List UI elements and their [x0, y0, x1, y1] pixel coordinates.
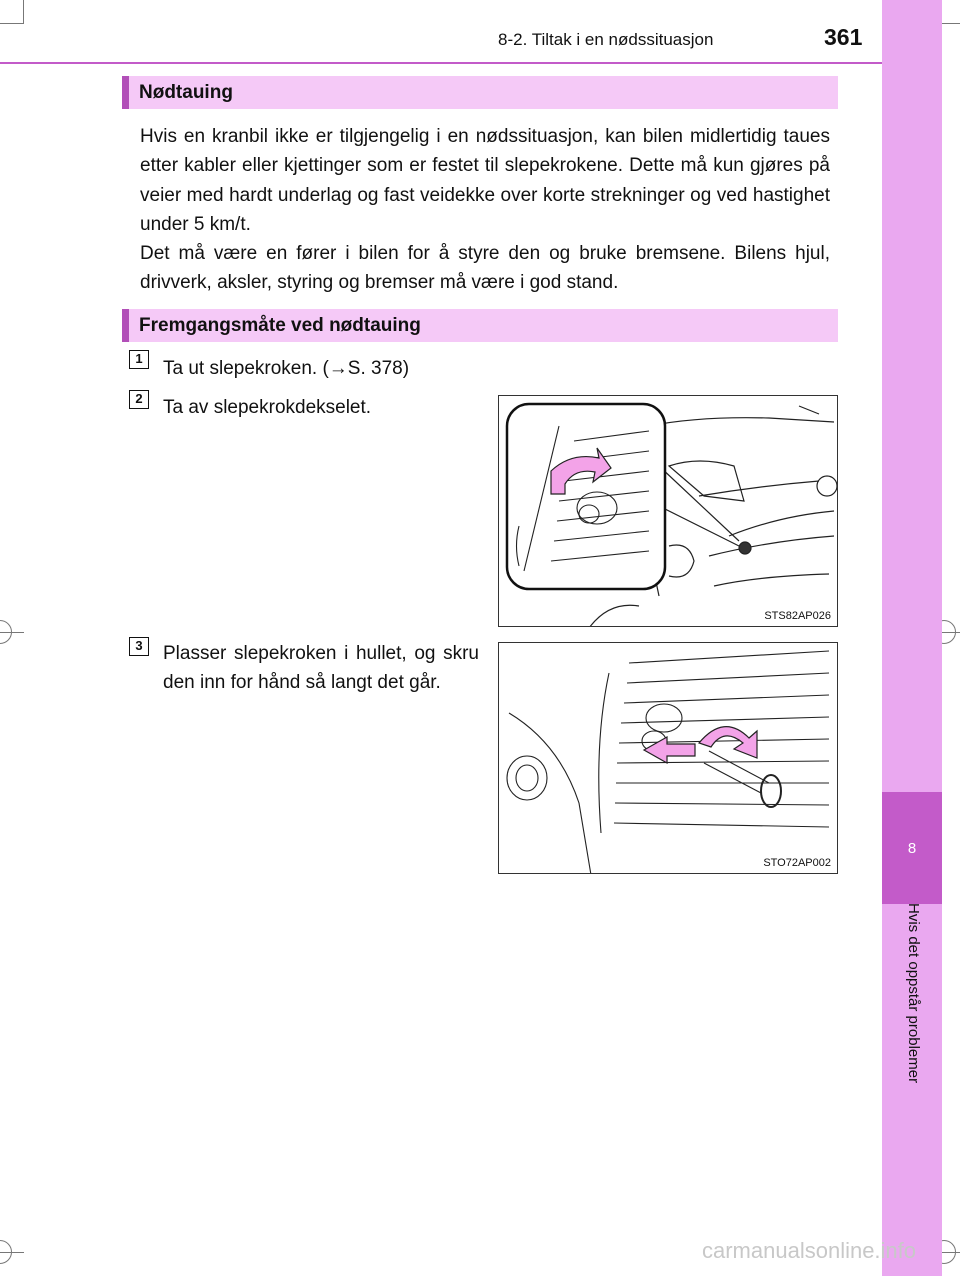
figure-code: STS82AP026 — [764, 610, 831, 622]
step-number-3: 3 — [129, 637, 149, 656]
bumper-cover-illustration — [499, 396, 838, 627]
section-heading-emergency-towing — [122, 76, 838, 109]
step-1-text: Ta ut slepekroken. (→S. 378) — [163, 358, 410, 379]
section-heading-label: Fremgangsmåte ved nødtauing — [139, 315, 421, 336]
watermark: carmanualsonline.info — [702, 1238, 917, 1263]
header-rule — [0, 62, 882, 64]
chapter-number: 8 — [907, 840, 917, 857]
step-3-text: Plasser slepekroken i hullet, og skru den inn for hånd så langt det går. — [163, 643, 479, 694]
chapter-title: Hvis det oppstår problemer — [905, 903, 922, 1084]
step-2-text: Ta av slepekrokdekselet. — [163, 397, 372, 418]
section-heading-label: Nødtauing — [139, 82, 233, 103]
figure-code: STO72AP002 — [763, 857, 831, 869]
section-heading-procedure — [122, 309, 838, 342]
intro-paragraph: Hvis en kranbil ikke er tilgjengelig i en nødssituasjon, kan bilen midlertidig taues etter kabler eller kjettinger som er festet til slepekrokene. Dette må kun gjøres på veier med hardt underlag og fast veidekke over korte strekninger og ved hastighet under 5 km/t. — [140, 126, 830, 236]
tow-hook-illustration — [499, 643, 838, 874]
page-number: 361 — [824, 24, 863, 50]
insert-arrow-icon — [644, 737, 695, 763]
rotate-clockwise-arrow-icon — [699, 727, 757, 758]
driver-requirement-paragraph: Det må være en fører i bilen for å styre den og bruke bremsene. Bilens hjul, drivverk, aksler, styring og bremser må være i god stand. — [140, 243, 830, 294]
running-header: 8-2. Tiltak i en nødssituasjon — [498, 30, 714, 49]
step-number-1: 1 — [129, 350, 149, 369]
heading-accent-bar — [122, 309, 129, 342]
figure-remove-cover — [498, 395, 838, 627]
figure-install-hook — [498, 642, 838, 874]
heading-accent-bar — [122, 76, 129, 109]
chapter-title-vertical — [900, 903, 924, 1143]
step-number-2: 2 — [129, 390, 149, 409]
